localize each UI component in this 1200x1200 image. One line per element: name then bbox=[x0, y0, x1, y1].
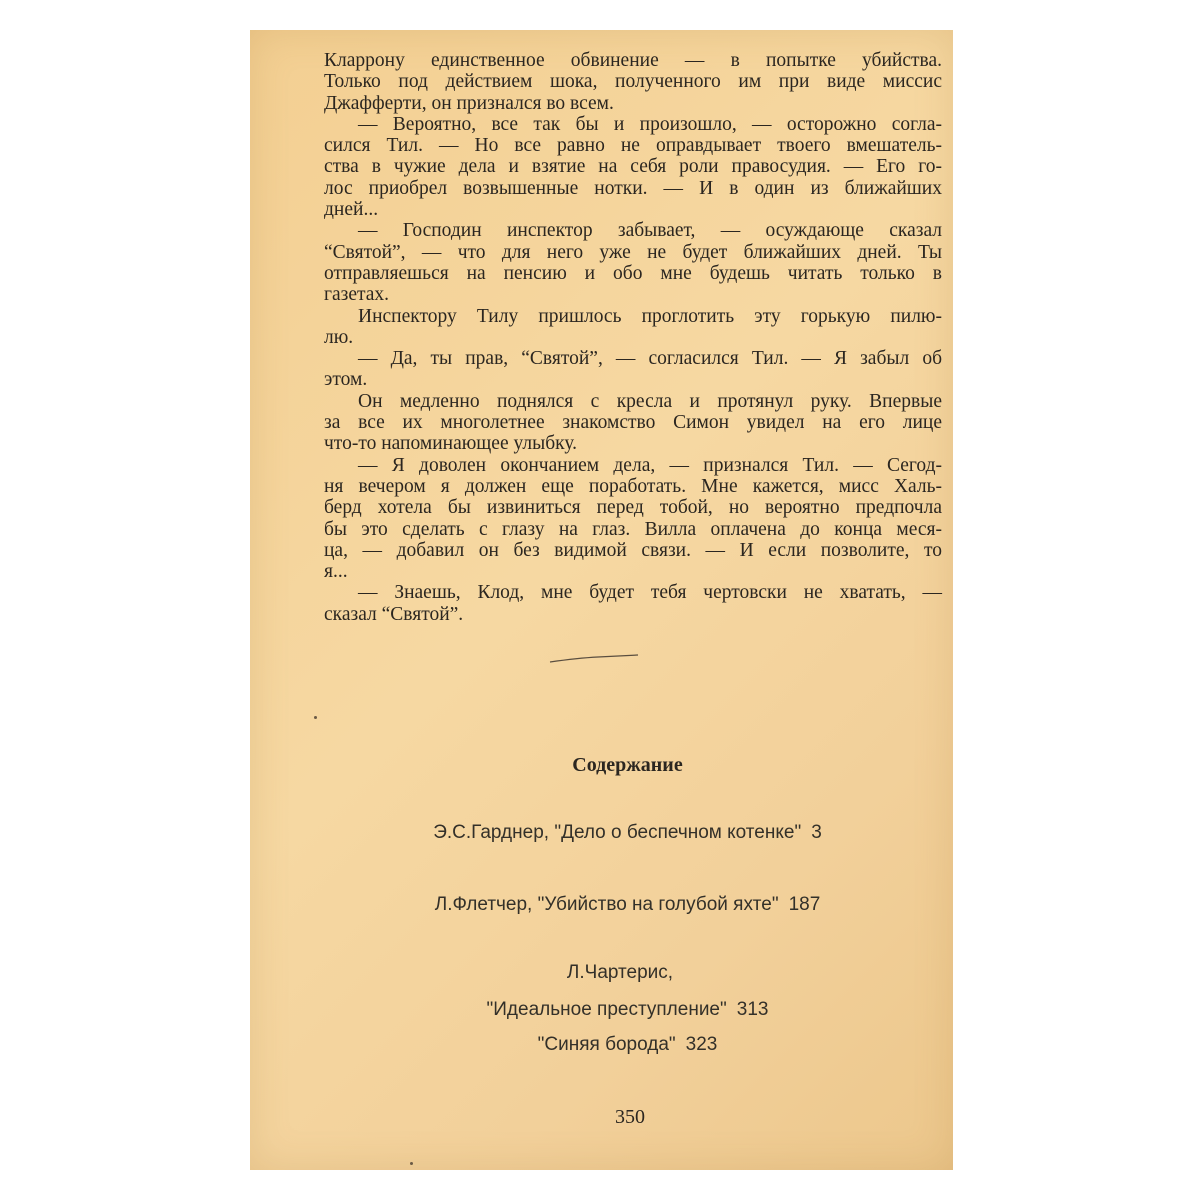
text-line: — Я доволен окончанием дела, — признался Тил. — Сегод- bbox=[358, 454, 942, 476]
contents-entry-text: "Идеальное преступление" bbox=[486, 999, 727, 1020]
contents-title: Содержание bbox=[572, 754, 683, 776]
contents-entry-page: 187 bbox=[788, 894, 821, 915]
text-line: ня вечером я должен еще поработать. Мне кажется, мисс Халь- bbox=[324, 475, 942, 497]
text-line: я... bbox=[324, 561, 348, 583]
book-page bbox=[250, 30, 953, 1170]
paper-speck bbox=[314, 716, 317, 719]
text-line: Он медленно поднялся с кресла и протянул руку. Впервые bbox=[358, 390, 942, 412]
text-line: Кларрону единственное обвинение — в попытке убийства. bbox=[324, 50, 942, 71]
text-line: Джафферти, он признался во всем. bbox=[324, 92, 614, 114]
contents-entry bbox=[250, 999, 1005, 1021]
text-line: — Знаешь, Клод, мне будет тебя чертовски не хватать, — bbox=[358, 582, 942, 604]
text-line: — Господин инспектор забывает, — осуждающе сказал bbox=[358, 220, 942, 242]
text-line: ства в чужие дела и взятие на себя роли правосудия. — Его го- bbox=[324, 156, 942, 178]
text-line: лю. bbox=[324, 326, 354, 348]
text-line: ца, — добавил он без видимой связи. — И если позволите, то bbox=[324, 539, 942, 561]
text-line: Только под действием шока, полученного им при виде миссис bbox=[324, 71, 942, 93]
page-number: 350 bbox=[615, 1106, 645, 1128]
contents-entry-text: "Синяя борода" bbox=[537, 1034, 676, 1055]
contents-entry bbox=[250, 894, 1005, 916]
contents-entry bbox=[250, 822, 1005, 844]
text-line: сказал “Святой”. bbox=[324, 603, 464, 625]
contents-entry-page: 313 bbox=[736, 999, 769, 1020]
contents-entry bbox=[250, 962, 990, 984]
text-line: Инспектору Тилу пришлось проглотить эту горькую пилю- bbox=[358, 305, 942, 327]
text-line: газетах. bbox=[324, 284, 390, 306]
contents-entry-text: Л.Флетчер, "Убийство на голубой яхте" bbox=[434, 894, 779, 915]
text-line: — Да, ты прав, “Святой”, — согласился Тил. — Я забыл об bbox=[358, 348, 942, 370]
text-line: дней... bbox=[324, 199, 379, 221]
contents-entry-page: 323 bbox=[685, 1034, 718, 1055]
contents-entry-text: Л.Чартерис, bbox=[566, 962, 674, 983]
section-divider bbox=[548, 654, 640, 664]
text-line: за все их многолетнее знакомство Симон увидел на его лице bbox=[324, 412, 942, 434]
text-line: что-то напоминающее улыбку. bbox=[324, 433, 578, 455]
contents-entry-page: 3 bbox=[811, 822, 822, 843]
text-line: “Святой”, — что для него уже не будет ближайших дней. Ты bbox=[324, 241, 942, 263]
text-line: сился Тил. — Но все равно не оправдывает твоего вмешатель- bbox=[324, 135, 942, 157]
text-line: отправляешься на пенсию и обо мне будешь читать только в bbox=[324, 262, 942, 284]
contents-entry-text: Э.С.Гарднер, "Дело о беспечном котенке" bbox=[433, 822, 802, 843]
text-line: — Вероятно, все так бы и произошло, — осторожно согла- bbox=[358, 113, 942, 135]
body-text bbox=[324, 50, 942, 625]
paper-speck bbox=[410, 1162, 413, 1165]
contents-entry bbox=[250, 1034, 1005, 1056]
text-line: бы это сделать с глазу на глаз. Вилла оплачена до конца меся- bbox=[324, 518, 942, 540]
text-line: берд хотела бы извиниться перед тобой, но вероятно предпочла bbox=[324, 497, 942, 519]
text-line: этом. bbox=[324, 369, 368, 391]
text-line: лос приобрел возвышенные нотки. — И в один из ближайших bbox=[324, 177, 942, 199]
